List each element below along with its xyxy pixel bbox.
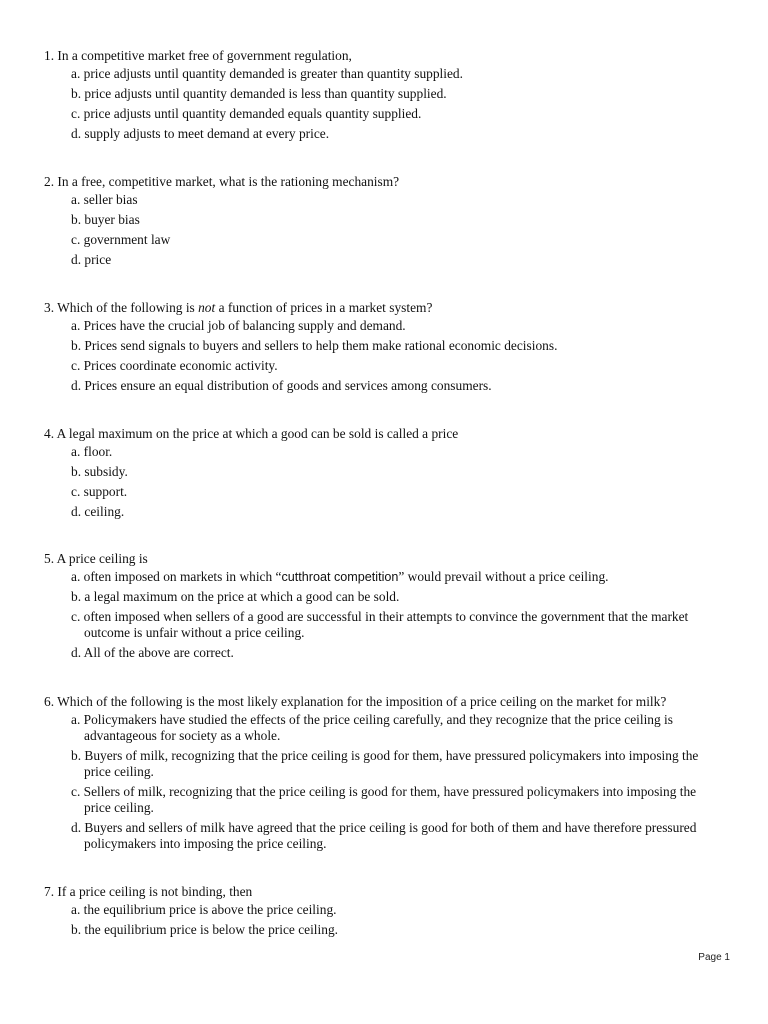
option-b: b. the equilibrium price is below the price ceiling. [71, 922, 338, 937]
option-list [44, 444, 724, 520]
option-d: d. price [71, 252, 112, 267]
option-styled-text: cutthroat competition [281, 570, 399, 584]
option-c: c. support. [71, 484, 128, 499]
option-a: a. Policymakers have studied the effects of the price ceiling carefully, and they recognize that the price ceiling is advantageous for society as a whole. [71, 712, 673, 743]
option-d: d. Buyers and sellers of milk have agreed that the price ceiling is good for both of them and have therefore pressured policymakers into imposing the price ceiling. [71, 820, 697, 851]
question-stem: 4. A legal maximum on the price at which a good can be sold is called a price [44, 426, 459, 441]
option-d: d. supply adjusts to meet demand at every price. [71, 126, 330, 141]
option-d: d. All of the above are correct. [71, 645, 234, 660]
stem-emphasis: not [198, 300, 216, 315]
option-d: d. Prices ensure an equal distribution of goods and services among consumers. [71, 378, 492, 393]
option-list [44, 712, 724, 852]
option-b: b. price adjusts until quantity demanded is less than quantity supplied. [71, 86, 447, 101]
option-c: c. often imposed when sellers of a good are successful in their attempts to convince the government that the market outcome is unfair without a price ceiling. [71, 609, 689, 640]
option-b: b. a legal maximum on the price at which a good can be sold. [71, 589, 400, 604]
option-b: b. buyer bias [71, 212, 140, 227]
question-3 [44, 298, 724, 398]
question-stem [44, 298, 724, 318]
option-c: c. price adjusts until quantity demanded equals quantity supplied. [71, 106, 422, 121]
option-list [44, 318, 724, 394]
option-b: b. subsidy. [71, 464, 128, 479]
option-a: a. the equilibrium price is above the price ceiling. [71, 902, 337, 917]
question-stem: 1. In a competitive market free of government regulation, [44, 48, 352, 63]
option-text: a. often imposed on markets in which “ [71, 569, 282, 584]
question-4 [44, 424, 724, 524]
question-7 [44, 882, 724, 942]
option-b: b. Buyers of milk, recognizing that the price ceiling is good for them, have pressured policymakers into imposing the price ceiling. [71, 748, 699, 779]
option-list [44, 192, 724, 268]
option-b: b. Prices send signals to buyers and sellers to help them make rational economic decisions. [71, 338, 558, 353]
stem-text: a function of prices in a market system? [215, 300, 433, 315]
option-a: a. price adjusts until quantity demanded is greater than quantity supplied. [71, 66, 463, 81]
question-6 [44, 692, 724, 856]
option-a [44, 569, 724, 585]
page-number: Page 1 [698, 952, 730, 963]
option-d: d. ceiling. [71, 504, 125, 519]
question-2 [44, 172, 724, 272]
question-5 [44, 549, 724, 665]
question-1 [44, 46, 724, 146]
option-a: a. seller bias [71, 192, 138, 207]
option-c: c. Prices coordinate economic activity. [71, 358, 278, 373]
option-c: c. Sellers of milk, recognizing that the price ceiling is good for them, have pressured policymakers into imposing the price ceiling. [71, 784, 697, 815]
option-a: a. Prices have the crucial job of balancing supply and demand. [71, 318, 406, 333]
option-list [44, 902, 724, 938]
question-stem: 7. If a price ceiling is not binding, then [44, 884, 253, 899]
question-stem: 2. In a free, competitive market, what is the rationing mechanism? [44, 174, 400, 189]
option-text: ” would prevail without a price ceiling. [398, 569, 609, 584]
option-c: c. government law [71, 232, 171, 247]
option-list [44, 66, 724, 142]
option-a: a. floor. [71, 444, 113, 459]
option-list [44, 569, 724, 661]
stem-text: 3. Which of the following is [44, 300, 199, 315]
question-stem: 6. Which of the following is the most likely explanation for the imposition of a price ceiling on the market for milk? [44, 694, 667, 709]
question-stem: 5. A price ceiling is [44, 551, 148, 566]
